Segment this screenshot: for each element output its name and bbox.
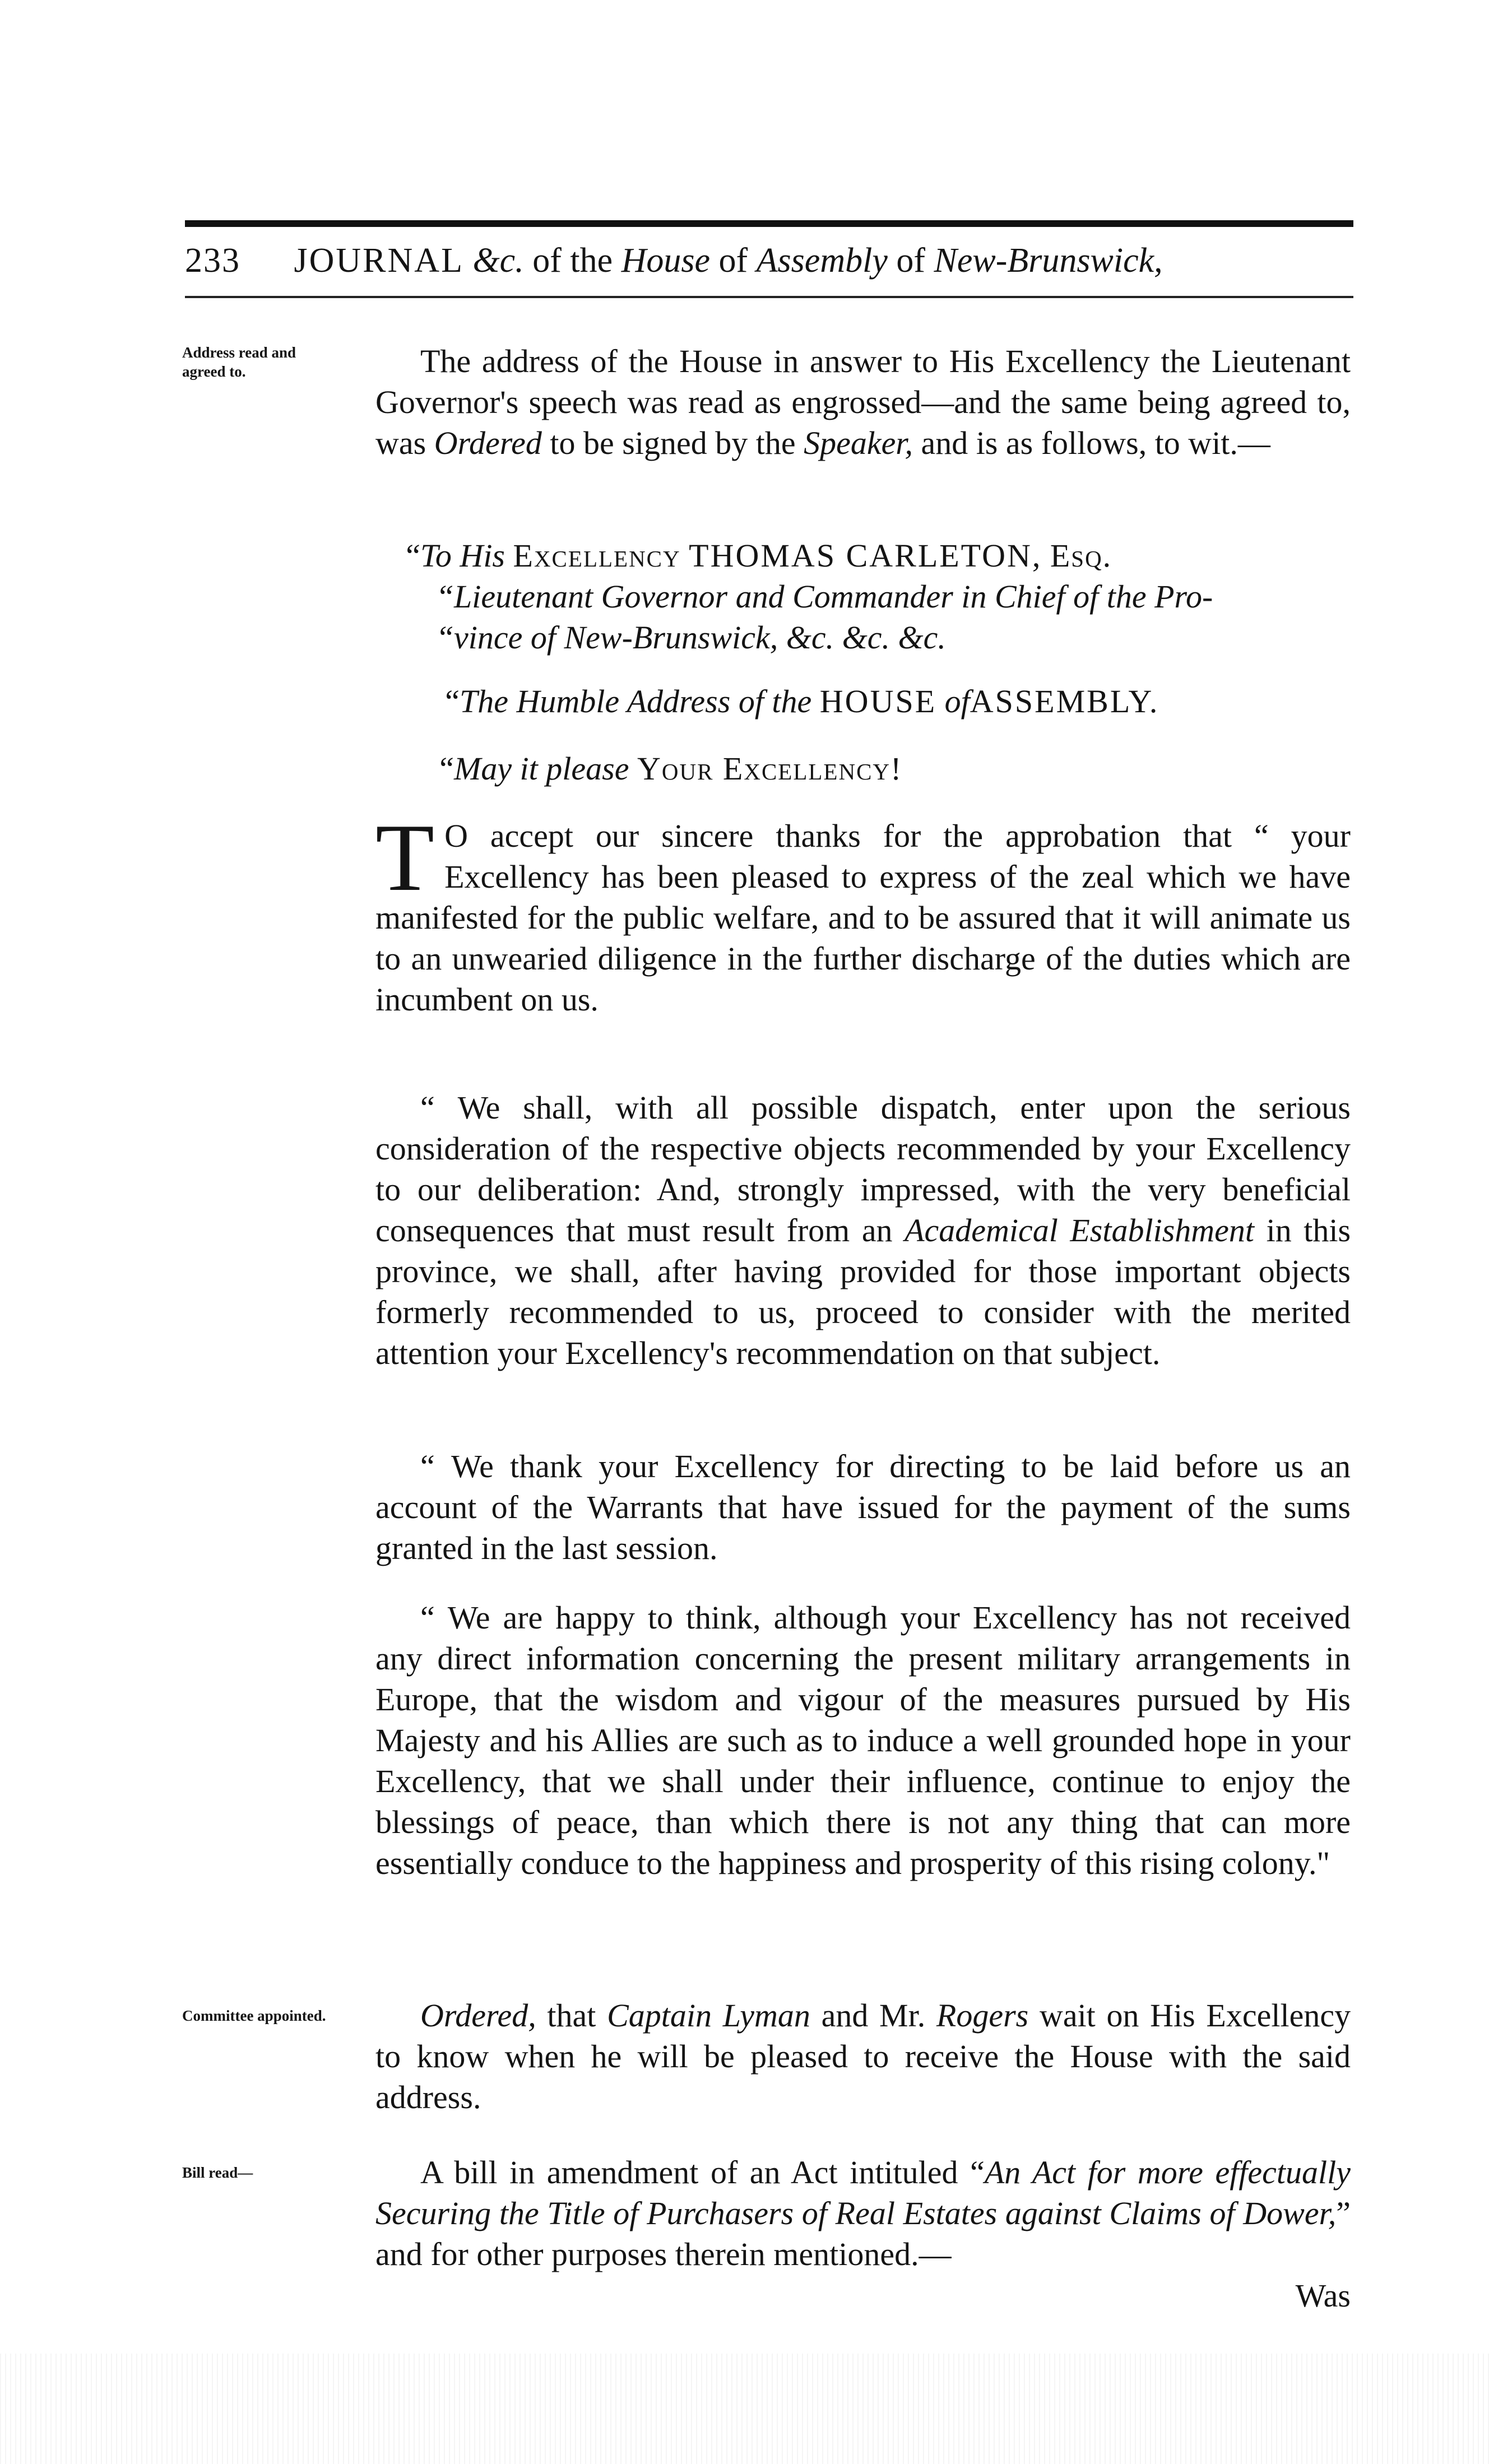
p3-b: in this province, we shall, after having provided for those important objects formerly recommended to us, proceed to consider with the merited attention your Excellency's recommendation on that subject. [375, 1212, 1351, 1371]
p6-ordered: Ordered, [420, 1997, 536, 2034]
humble-a: The Humble Address of the [460, 683, 812, 720]
addr-name: THOMAS CARLETON, [689, 537, 1042, 574]
p1-ordered: Ordered [434, 425, 542, 461]
scan-noise [0, 2354, 1489, 2464]
addr-excellency: Excellency [513, 537, 681, 574]
p7-act-title: An Act for more effectually Securing the Title of Purchasers of Real Estates against Claims of Dower, [375, 2154, 1351, 2231]
page-number: 233 [185, 242, 240, 280]
paragraph-dispatch: “ We shall, with all possible dispatch, enter upon the serious consideration of the respective objects recommended by your Excellency to our deliberation: And, strongly impressed, with the very beneficial consequences that must result from an Academical Establishment in this province, we shall, after having provided for those important objects formerly recommended to us, proceed to consider with the merited attention your Excellency's recommendation on that subject. [375, 1089, 1351, 1371]
p5-text: We are happy to think, although your Excellency has not received any direct information concerning the present military arrangements in Europe, that the wisdom and vigour of the measures pursued by His Majesty and his Allies are such as to induce a well grounded hope in your Excellency, that we shall under their influence, continue to enjoy the blessings of peace, than which there is not any thing that can more essentially conduce to the happiness and prosperity of this rising colony." [375, 1599, 1351, 1881]
p1-text: The address of the House in answer to His Excellency the Lieutenant Governor's speech was read as engrossed—and the same being agreed to, was [375, 343, 1351, 461]
header-of-2: of [896, 242, 925, 280]
humble-b: HOUSE [819, 683, 937, 720]
header-of: of [718, 242, 748, 280]
paragraph-address-read [375, 341, 1351, 463]
address-line-1: “To His Excellency THOMAS CARLETON, Esq. [406, 537, 1112, 574]
p1-speaker: Speaker, [804, 425, 913, 461]
humble-c: of [944, 683, 970, 720]
p2-rest: zeal which we have manifested for the public welfare, and to be assured that it will animate us to an unwearied diligence in the further discharge of the duties which are incumbent on us. [375, 859, 1351, 1018]
header-journal: JOURNAL [294, 242, 464, 280]
humble-address-line: “The Humble Address of the HOUSE ofASSEMBLY. [445, 683, 1159, 720]
header-new-brunswick: New-Brunswick, [934, 242, 1163, 280]
p6-rogers: Rogers [936, 1997, 1029, 2034]
header-of-the: of the [532, 242, 613, 280]
margin-note-address: Address read and agreed to. [182, 344, 296, 380]
paragraph-bill [375, 2152, 1351, 2275]
p4-text: We thank your Excellency for directing to be laid before us an account of the Warrants that have issued for the payment of the sums granted in the last session. [375, 1448, 1351, 1566]
header-assembly: Assembly [756, 242, 888, 280]
p6-b: and Mr. [821, 1997, 926, 2034]
p6-lyman: Captain Lyman [607, 1997, 810, 2034]
p7-a: A bill in amendment of an Act intituled “ [420, 2154, 985, 2191]
header-etc: &c. [472, 242, 524, 280]
paragraph-committee [375, 1995, 1351, 2118]
paragraph-thanks: T O accept our sincere thanks for the approbation that “ your Excellency has been pleased to express of the zeal which we have manifested for the public welfare, and to be assured that it will animate us to an unwearied diligence in the further discharge of the duties which are incumbent on us. [375, 805, 1351, 1018]
p1-end: and is as follows, to wit.— [921, 425, 1270, 461]
margin-note-committee: Committee appointed. [182, 2007, 326, 2024]
margin-note-bill: Bill read— [182, 2164, 253, 2181]
catchword-line [375, 2275, 1351, 2316]
running-header [185, 238, 1362, 283]
header-rule [185, 296, 1353, 298]
p7-b: ” and for other purposes therein mentioned.— [375, 2195, 1351, 2272]
humble-d: ASSEMBLY. [970, 683, 1159, 720]
addr-to: To His [420, 537, 505, 574]
your-excellency: Your Excellency! [637, 750, 903, 787]
p6-c: wait on His Excellency to know when he will be pleased to receive the House with the said address. [375, 1997, 1351, 2115]
paragraph-warrants: “ We thank your Excellency for directing to be laid before us an account of the Warrants that have issued for the payment of the sums granted in the last session. [375, 1448, 1351, 1566]
p1-mid: to be signed by the [550, 425, 796, 461]
catchword: Was [1295, 2277, 1351, 2314]
p2-line-1: O accept our sincere thanks for the approbation that [444, 818, 1232, 854]
address-line-2: “Lieutenant Governor and Commander in Chief of the Pro- [435, 578, 1213, 615]
top-rule [185, 220, 1353, 227]
may-it-please: May it please [454, 750, 629, 787]
paragraph-military: “ We are happy to think, although your Excellency has not received any direct information concerning the present military arrangements in Europe, that the wisdom and vigour of the measures pursued by His Majesty and his Allies are such as to induce a well grounded hope in your Excellency, that we shall under their influence, continue to enjoy the blessings of peace, than which there is not any thing that can more essentially conduce to the happiness and prosperity of this rising colony." [375, 1599, 1351, 1881]
header-house: House [621, 242, 711, 280]
p2-line-2: your Excellency has been pleased to express of the [444, 818, 1351, 895]
address-heading [375, 535, 1351, 658]
may-it-please-line: “May it please Your Excellency! [439, 750, 903, 787]
addr-esq: Esq. [1050, 537, 1112, 574]
address-line-3: “vince of New-Brunswick, &c. &c. &c. [435, 619, 946, 656]
p6-a: that [547, 1997, 596, 2034]
p3-a: We shall, with all possible dispatch, enter upon the serious consideration of the respective objects recommended by your Excellency to our deliberation: And, strongly impressed, with the very beneficial consequences that must result from an [375, 1089, 1351, 1249]
drop-cap: T [375, 805, 435, 911]
p3-academical: Academical Establishment [904, 1212, 1255, 1249]
